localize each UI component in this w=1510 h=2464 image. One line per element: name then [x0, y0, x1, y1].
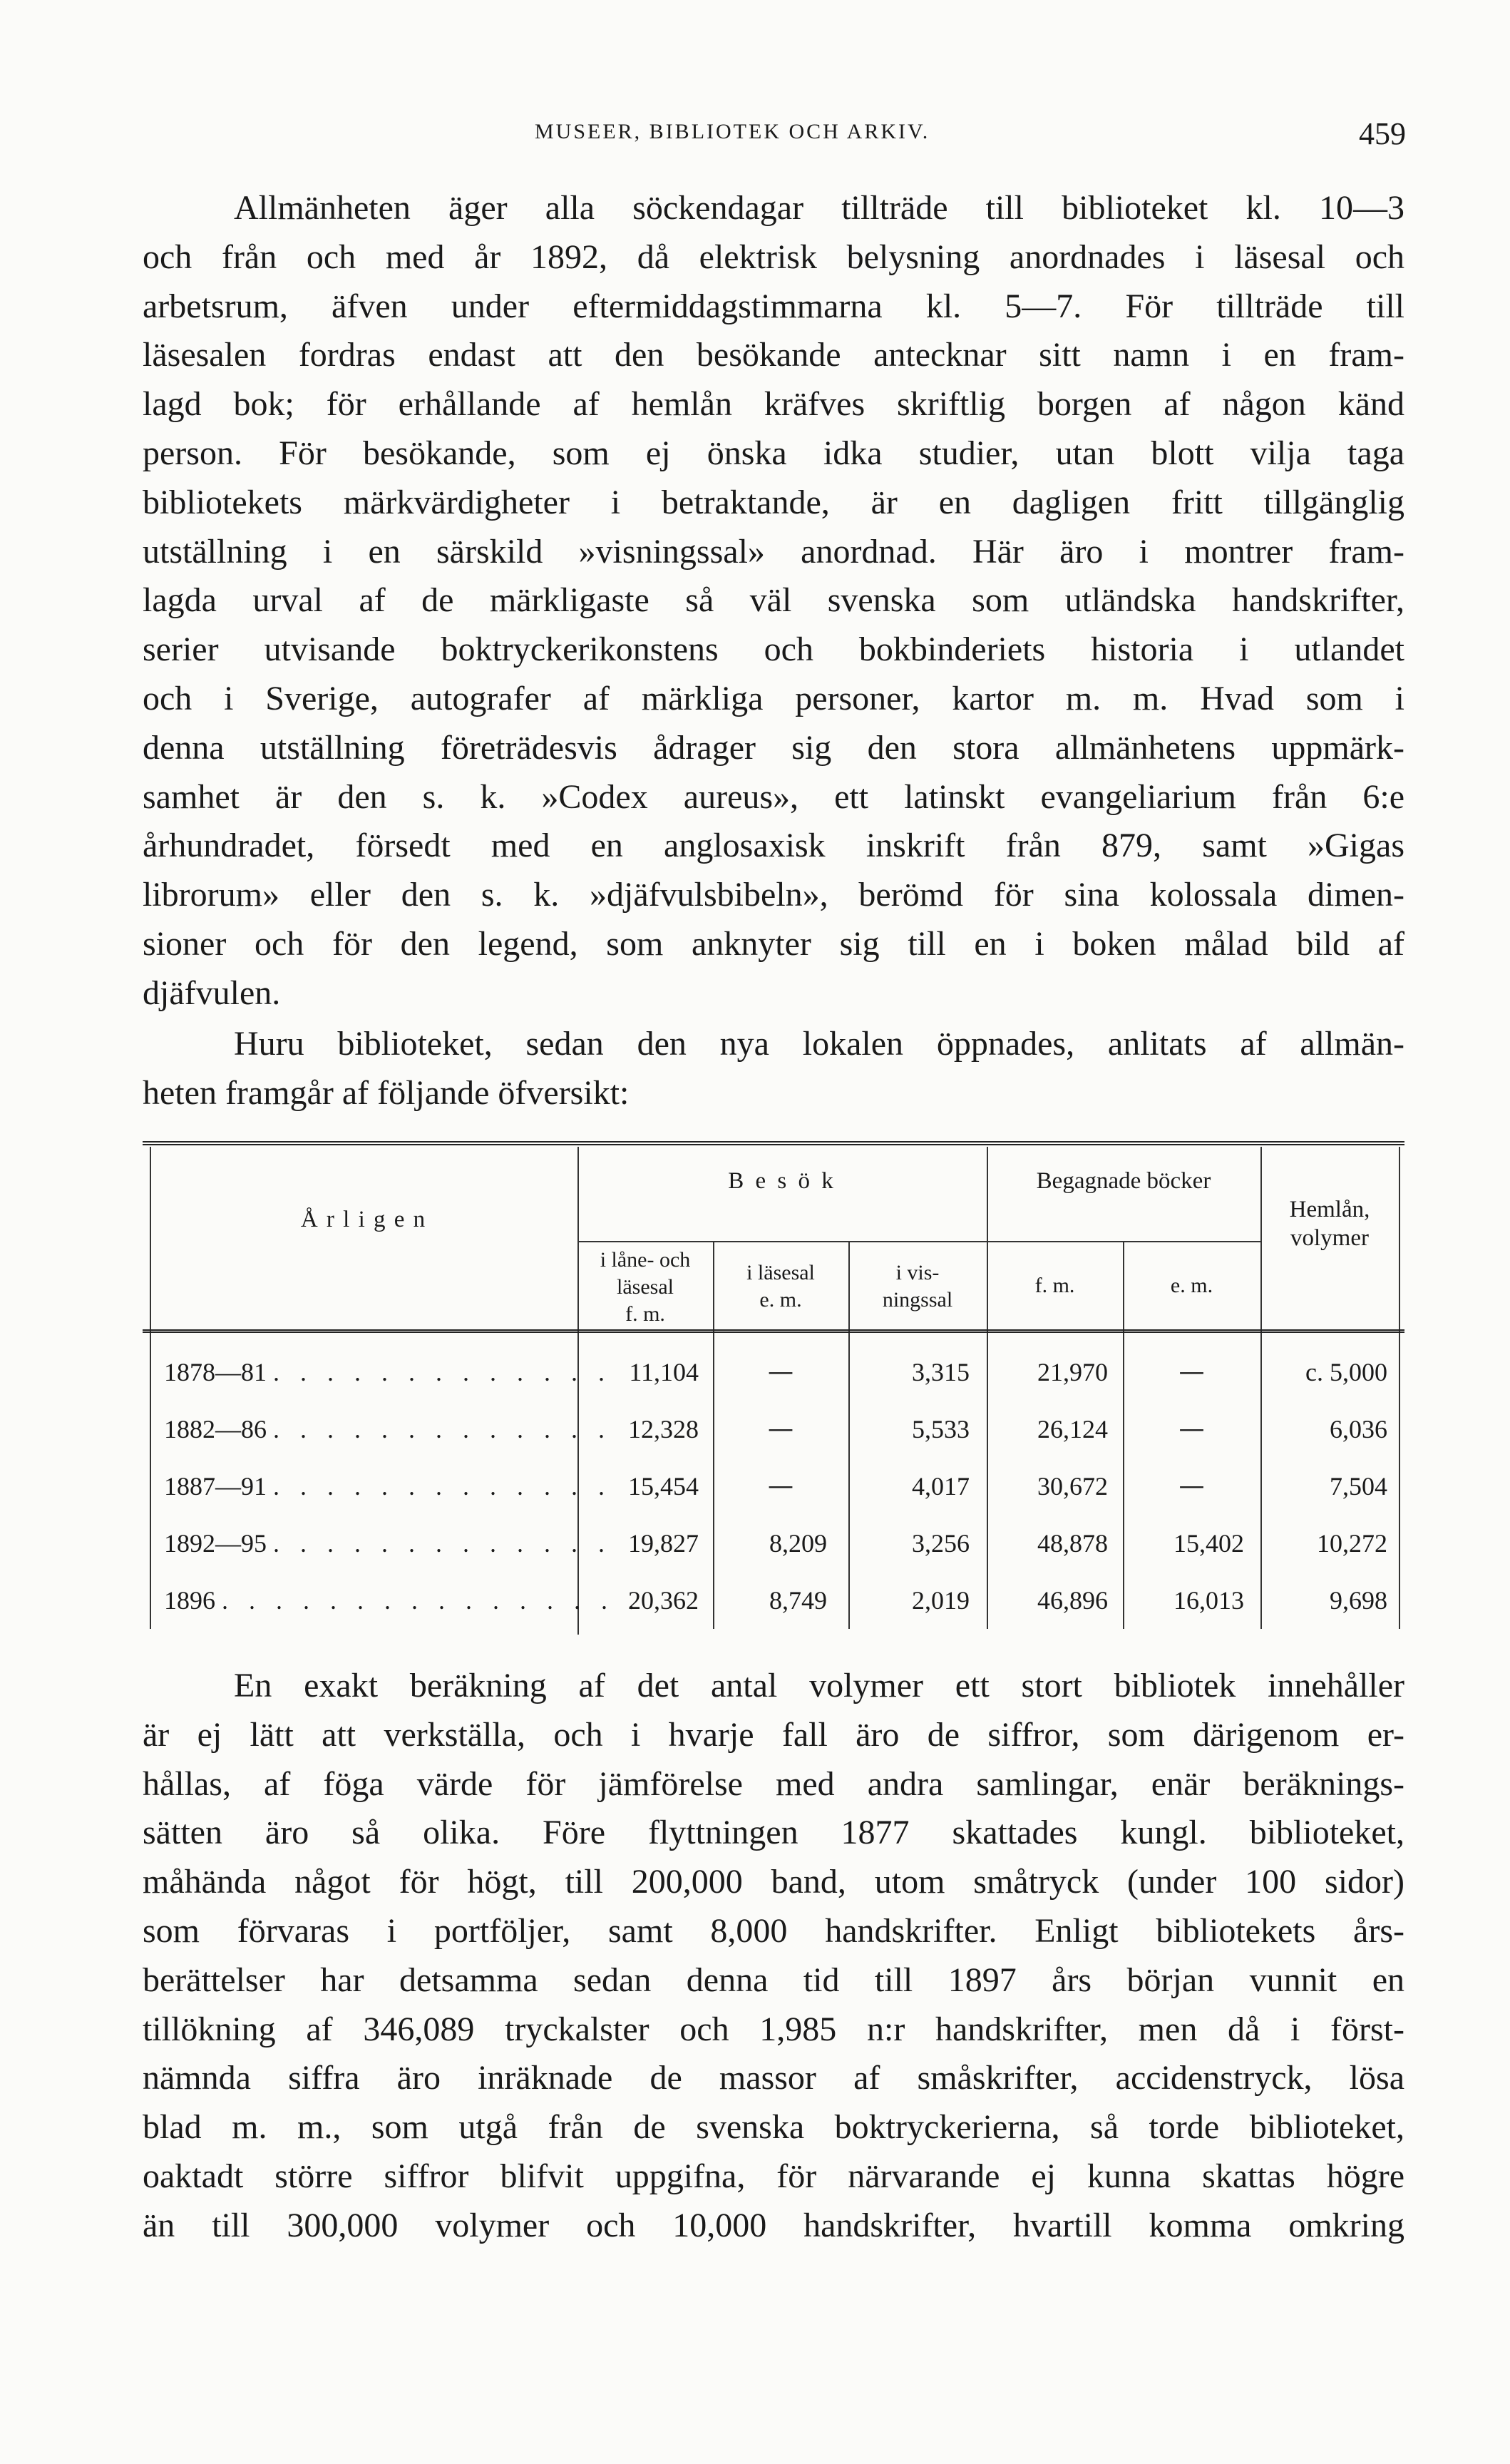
- text-line: århundradet, försedt med en anglosaxisk inskrift från 879, samt »Gigas: [143, 827, 1404, 865]
- row-year: [164, 1357, 612, 1387]
- row-year-text: 1887—91: [164, 1472, 267, 1501]
- leader-dots: . . . . . . . . . . . . .: [273, 1472, 612, 1501]
- col-header-loans: [1260, 1195, 1399, 1252]
- text-line: serier utvisande boktryckerikonstens och bokbinderiets historia i utlandet: [143, 630, 1404, 669]
- subheader-reading-room: [713, 1259, 848, 1314]
- text-line: person. För besökande, som ej önska idka studier, utan blott vilja taga: [143, 434, 1404, 472]
- row-year: [164, 1528, 612, 1558]
- cell-loans: 9,698: [1330, 1586, 1387, 1615]
- subheader-line: e. m.: [759, 1288, 802, 1312]
- cell-reading: 8,209: [769, 1529, 827, 1558]
- table-right-border: [1399, 1147, 1400, 1629]
- text-line: berättelser har detsamma sedan denna tid till 1897 års början vunnit en: [143, 1961, 1404, 1999]
- text-line: oaktadt större siffror blifvit uppgifna, för närvarande ej kunna skattas högre: [143, 2157, 1404, 2195]
- leader-dots: . . . . . . . . . . . . . . . .: [222, 1586, 642, 1615]
- text-line: lagda urval af de märkligaste så väl svenska som utländska handskrifter,: [143, 581, 1404, 620]
- cell-reading-loan: 20,362: [628, 1586, 699, 1615]
- text-line: bibliotekets märkvärdigheter i betraktande, är en dagligen fritt tillgänglig: [143, 483, 1404, 521]
- text-line: än till 300,000 volymer och 10,000 handskrifter, hvartill komma omkring: [143, 2206, 1404, 2244]
- text-line: tillökning af 346,089 tryckalster och 1,985 n:r handskrifter, men då i först-: [143, 2010, 1404, 2048]
- leader-dots: . . . . . . . . . . . . .: [273, 1529, 612, 1558]
- text-line: sioner och för den legend, som anknyter sig till en i boken målad bild af: [143, 924, 1404, 963]
- paragraph-access: [143, 184, 1404, 1018]
- group-header-books: Begagnade böcker: [1036, 1168, 1211, 1194]
- text-line: Allmänheten äger alla söckendagar tillträde till biblioteket kl. 10—3: [234, 189, 1404, 227]
- row-year: [164, 1585, 642, 1615]
- text-line: hållas, af föga värde för jämförelse med andra samlingar, enär beräknings-: [143, 1764, 1404, 1803]
- text-line: läsesalen fordras endast att den besökande antecknar sitt namn i en fram-: [143, 336, 1404, 374]
- cell-books-em: —: [1178, 1471, 1205, 1501]
- cell-reading: 8,749: [769, 1586, 827, 1615]
- cell-reading-loan: 19,827: [628, 1529, 699, 1558]
- text-line: måhända något för högt, till 200,000 band, utom småtryck (under 100 sidor): [143, 1863, 1404, 1901]
- group-header-visits: B e s ö k: [728, 1168, 836, 1194]
- text-line: En exakt beräkning af det antal volymer ett stort bibliotek innehåller: [234, 1667, 1404, 1704]
- cell-books-em: —: [1178, 1357, 1205, 1386]
- cell-books-fm: 46,896: [1037, 1586, 1108, 1615]
- row-year-text: 1878—81: [164, 1358, 267, 1386]
- cell-loans: 10,272: [1317, 1529, 1387, 1558]
- text-line: och i Sverige, autografer af märkliga personer, kartor m. m. Hvad som i: [143, 679, 1404, 717]
- visits-table: [143, 1141, 1404, 1640]
- row-year-text: 1882—86: [164, 1415, 267, 1443]
- subheader-reading-loan: [577, 1247, 713, 1328]
- cell-books-fm: 26,124: [1037, 1415, 1108, 1443]
- cell-exhibition: 4,017: [912, 1472, 970, 1501]
- cell-books-fm: 48,878: [1037, 1529, 1108, 1558]
- paragraph-overview-intro: [143, 1020, 1404, 1118]
- subheader-exhibition-room: [848, 1259, 987, 1314]
- subheader-line: i läsesal: [746, 1261, 815, 1284]
- text-line: lagd bok; för erhållande af hemlån kräfves skriftlig borgen af någon känd: [143, 385, 1404, 424]
- text-line: är ej lätt att verkställa, och i hvarje fall äro de siffror, som därigenom er-: [143, 1715, 1404, 1754]
- row-year-text: 1896: [164, 1586, 215, 1615]
- cell-loans: 6,036: [1330, 1415, 1387, 1443]
- text-line: Huru biblioteket, sedan den nya lokalen öppnades, anlitats af allmän-: [234, 1025, 1404, 1063]
- text-line: arbetsrum, äfven under eftermiddagstimmarna kl. 5—7. För tillträde till: [143, 287, 1404, 325]
- subheader-line: i låne- och: [600, 1248, 691, 1272]
- subheader-line: i vis-: [895, 1261, 940, 1284]
- running-header: [150, 116, 1406, 155]
- row-year: [164, 1471, 612, 1501]
- cell-reading-loan: 15,454: [628, 1472, 699, 1501]
- leader-dots: . . . . . . . . . . . . .: [273, 1415, 612, 1443]
- text-line: heten framgår af följande öfversikt:: [143, 1073, 630, 1112]
- row-year-text: 1892—95: [164, 1529, 267, 1558]
- text-line: utställning i en särskild »visningssal» anordnad. Här äro i montrer fram-: [143, 532, 1404, 571]
- header-sub-rule: [577, 1241, 1260, 1242]
- text-line: nämnda siffra äro inräknade de massor af småskrifter, accidenstryck, lösa: [143, 2059, 1404, 2097]
- table-top-rule: [143, 1141, 1404, 1145]
- cell-books-em: 15,402: [1173, 1529, 1244, 1558]
- cell-loans: c. 5,000: [1305, 1358, 1387, 1386]
- text-line: samhet är den s. k. »Codex aureus», ett latinskt evangeliarium från 6:e: [143, 777, 1404, 816]
- page-number: 459: [1359, 116, 1406, 151]
- paragraph-volume-estimate: [143, 1662, 1404, 2251]
- cell-books-fm: 30,672: [1037, 1472, 1108, 1501]
- leader-dots: . . . . . . . . . . . . .: [273, 1358, 612, 1386]
- col-header-loans-line: Hemlån,: [1289, 1197, 1370, 1222]
- text-line: librorum» eller den s. k. »djäfvulsbibeln», berömd för sina kolossala dimen-: [143, 876, 1404, 914]
- header-bottom-rule: [143, 1329, 1404, 1333]
- cell-books-em: —: [1178, 1414, 1205, 1443]
- cell-reading: —: [768, 1414, 793, 1443]
- cell-loans: 7,504: [1330, 1472, 1387, 1501]
- text-line: djäfvulen.: [143, 973, 281, 1012]
- subheader-line: f. m.: [625, 1302, 665, 1326]
- text-line: som förvaras i portföljer, samt 8,000 handskrifter. Enligt bibliotekets års-: [143, 1911, 1404, 1950]
- cell-reading-loan: 12,328: [628, 1415, 699, 1443]
- cell-books-fm: 21,970: [1037, 1358, 1108, 1386]
- cell-exhibition: 3,256: [912, 1529, 970, 1558]
- subheader-line: ningssal: [882, 1288, 953, 1312]
- text-line: denna utställning företrädesvis ådrager sig den stora allmänhetens uppmärk-: [143, 728, 1404, 767]
- text-line: blad m. m., som utgå från de svenska boktryckerierna, så torde biblioteket,: [143, 2108, 1404, 2147]
- subheader-line: läsesal: [617, 1275, 674, 1299]
- subheader-books-em: e. m.: [1170, 1274, 1213, 1297]
- cell-reading-loan: 11,104: [629, 1358, 699, 1386]
- cell-reading: —: [768, 1357, 793, 1386]
- cell-exhibition: 3,315: [912, 1358, 970, 1386]
- row-year: [164, 1414, 612, 1444]
- cell-exhibition: 5,533: [912, 1415, 970, 1443]
- cell-exhibition: 2,019: [912, 1586, 970, 1615]
- text-line: och från och med år 1892, då elektrisk belysning anordnades i läsesal och: [143, 237, 1404, 276]
- running-title: MUSEER, BIBLIOTEK OCH ARKIV.: [535, 120, 930, 143]
- subheader-books-fm: f. m.: [1034, 1274, 1075, 1297]
- cell-books-em: 16,013: [1173, 1586, 1244, 1615]
- cell-reading: —: [768, 1471, 793, 1501]
- col-divider: [577, 1147, 579, 1635]
- col-header-loans-line: volymer: [1290, 1225, 1369, 1251]
- col-header-year: Å r l i g e n: [300, 1207, 427, 1232]
- text-line: sätten äro så olika. Före flyttningen 1877 skattades kungl. biblioteket,: [143, 1814, 1404, 1852]
